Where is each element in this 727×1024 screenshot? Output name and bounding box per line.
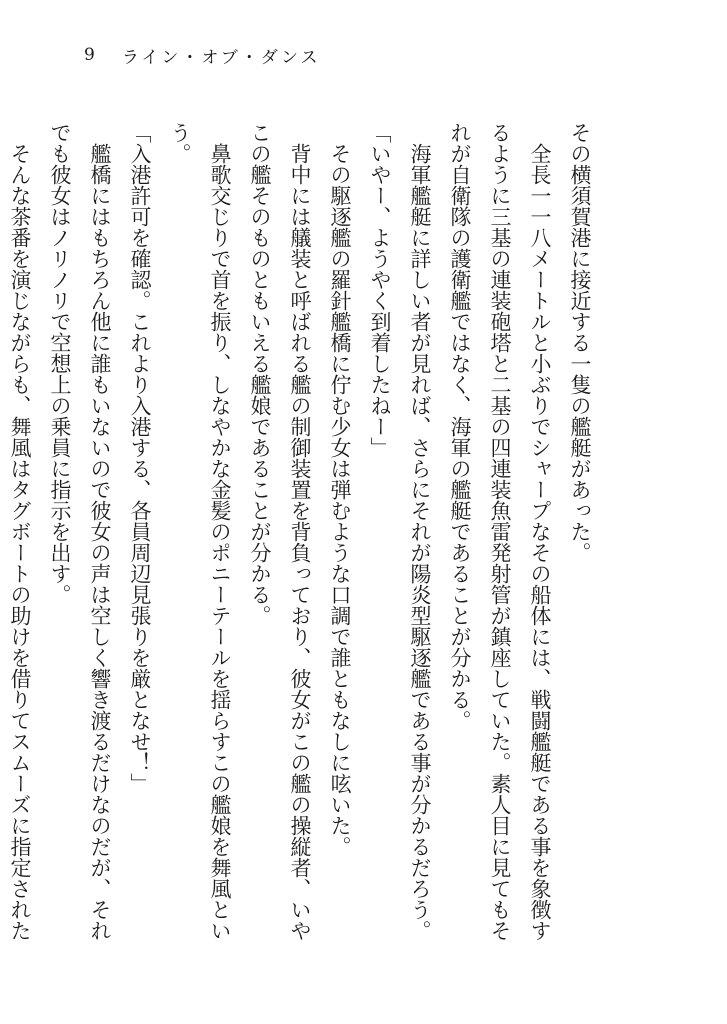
page-number: 9	[84, 45, 96, 65]
text-paragraph: 全長一一八メートルと小ぶりでシャープなその船体には、戦闘艦艇である事を象徴するように三基の連装砲塔と二基の四連装魚雷発射管が鎮座していた。素人目に見てもそれが自衛隊の護衛艦ではなく、海軍の艦艇であることが分かる。	[448, 122, 552, 941]
vertical-body-text	[8, 122, 600, 942]
text-paragraph: その横須賀港に接近する一隻の艦艇があった。	[568, 122, 592, 563]
text-paragraph: その駆逐艦の羅針艦橋に佇む少女は弾むような口調で誰ともなしに呟いた。	[328, 143, 352, 857]
text-paragraph: 鼻歌交じりで首を振り、しなやかな金髪のポニーテールを揺らすこの艦娘を舞風という。	[168, 122, 232, 941]
text-paragraph: 艦橋にはもちろん他に誰もいないので彼女の声は空しく響き渡るだけなのだが、それでも彼女はノリノリで空想上の乗員に指示を出す。	[48, 122, 112, 941]
dialogue-line: 「入港許可を確認。これより入港する、各員周辺見張りを厳となせ！」	[128, 122, 152, 794]
text-paragraph: 海軍艦艇に詳しい者が見れば、さらにそれが陽炎型駆逐艦である事が分かるだろう。	[408, 143, 432, 941]
text-paragraph: 背中には艤装と呼ばれる艦の制御装置を背負っており、彼女がこの艦の操縦者、いやこの艦そのものともいえる艦娘であることが分かる。	[248, 122, 312, 941]
running-head	[84, 40, 320, 70]
text-paragraph: そんな茶番を演じながらも、舞風はタグボートの助けを借りてスムーズに指定された	[8, 143, 32, 941]
dialogue-line: 「いやー、ようやく到着したねー」	[368, 122, 392, 458]
book-title: ライン・オブ・ダンス	[121, 47, 321, 68]
